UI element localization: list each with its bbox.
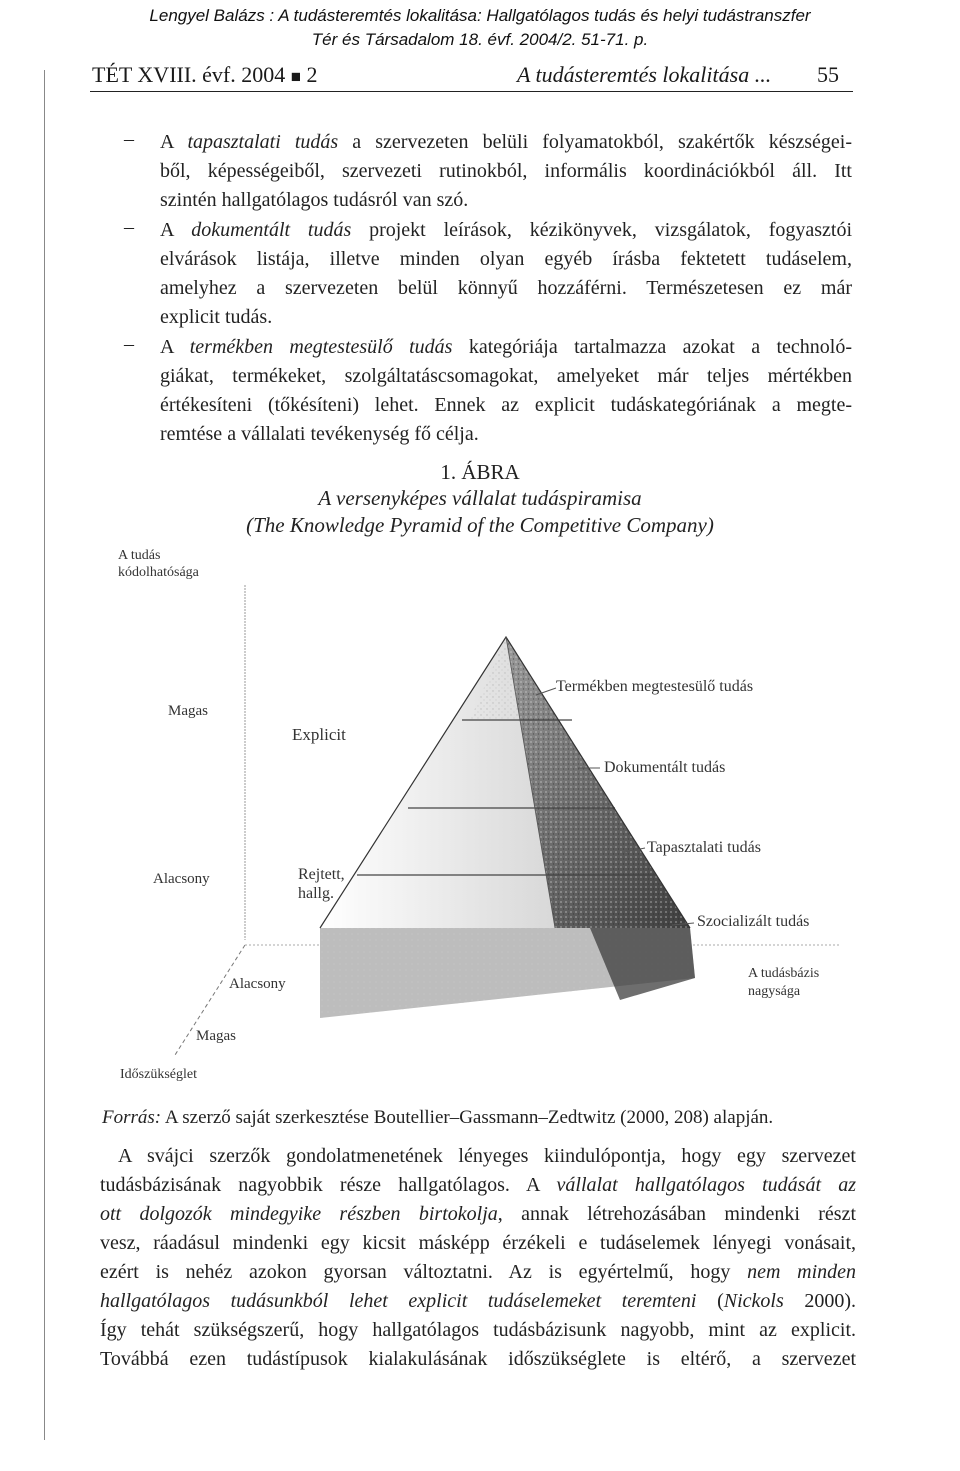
- text-run: kategóriája tartalmazza azokat a technoló-: [452, 336, 852, 358]
- bullet-dash: –: [124, 333, 134, 355]
- bullet-item: [160, 333, 852, 449]
- text-line: [160, 420, 852, 449]
- text-run: giákat, termékeket, szolgáltatáscsomagokat, amelyeket már teljes mértékben: [160, 365, 852, 387]
- text-line: [160, 274, 852, 303]
- text-run: (: [696, 1290, 724, 1312]
- text-line: [100, 1258, 856, 1287]
- text-run: , annak létrehozásában mindenki részt: [497, 1203, 857, 1225]
- text-line: [160, 157, 852, 186]
- z-high-label: Magas: [196, 1028, 236, 1044]
- figure-source: [102, 1107, 773, 1129]
- y-axis-title-1: A tudás: [118, 548, 161, 563]
- figure-subtitle: (The Knowledge Pyramid of the Competitive Company): [246, 513, 714, 537]
- text-line: [160, 128, 852, 157]
- text-run: ből, képességeiből, szervezeti rutinokból, informális koordinációkból áll. Itt: [160, 160, 852, 182]
- explicit-label: Explicit: [292, 725, 346, 744]
- text-line: [100, 1229, 856, 1258]
- italic-run: termékben megtestesülő tudás: [189, 336, 453, 358]
- text-line: [160, 216, 852, 245]
- text-run: amelyhez a szervezeten belül könnyű hozzáférni. Természetesen ez már: [160, 277, 852, 299]
- text-run: A: [160, 336, 190, 358]
- bullet-item: [160, 128, 852, 215]
- text-run: A: [160, 219, 192, 241]
- text-line: [160, 391, 852, 420]
- text-line: [160, 303, 852, 332]
- text-run: projekt leírások, kézikönyvek, vizsgálatok, fogyasztói: [351, 219, 853, 241]
- text-run: Továbbá ezen tudástípusok kialakulásának időszükséglete is eltérő, a szervezet: [100, 1348, 856, 1370]
- text-run: A svájci szerzők gondolatmenetének lényeges kiindulópontja, hogy egy szervezet: [118, 1145, 856, 1167]
- text-run: explicit tudás.: [160, 306, 273, 328]
- citation-line-1: Lengyel Balázs : A tudásteremtés lokalitása: Hallgatólagos tudás és helyi tudástranszfer: [149, 6, 811, 25]
- z-low-label: Alacsony: [229, 976, 286, 992]
- level-experience-label: Tapasztalati tudás: [647, 839, 761, 856]
- y-high-label: Magas: [168, 703, 208, 719]
- base-label-1: A tudásbázis: [748, 966, 820, 981]
- base-label-2: nagysága: [748, 984, 801, 999]
- text-run: szintén hallgatólagos tudásról van szó.: [160, 189, 469, 211]
- text-line: [160, 362, 852, 391]
- text-run: Így tehát szükségszerű, hogy hallgatólagos tudásbázisunk nagyobb, mint az explicit.: [100, 1319, 856, 1341]
- citation-line-2: Tér és Társadalom 18. évf. 2004/2. 51-71. p.: [311, 30, 649, 49]
- source-text: A szerző saját szerkesztése Boutellier–Gassmann–Zedtwitz (2000, 208) alapján.: [161, 1107, 774, 1128]
- knowledge-pyramid-diagram: [0, 540, 960, 1100]
- y-low-label: Alacsony: [153, 871, 210, 887]
- text-run: A: [160, 131, 188, 153]
- text-run: a szervezeten belüli folyamatokból, szakértők készségei-: [338, 131, 852, 153]
- body-paragraph: [100, 1142, 856, 1374]
- tacit-label-2: hallg.: [298, 885, 334, 902]
- text-line: [100, 1287, 856, 1316]
- journal-header: [92, 62, 318, 88]
- level-documented-label: Dokumentált tudás: [604, 759, 726, 776]
- square-glyph: ■: [290, 67, 302, 86]
- italic-run: Nickols: [723, 1290, 784, 1312]
- text-run: 2000).: [783, 1290, 856, 1312]
- bullet-item: [160, 216, 852, 332]
- text-line: [100, 1200, 856, 1229]
- text-line: [160, 245, 852, 274]
- level-product-label: Termékben megtestesülő tudás: [556, 678, 754, 695]
- text-line: [100, 1345, 856, 1374]
- text-run: tudásbázisának nagyobbik része hallgatólagos. A: [100, 1174, 557, 1196]
- bullet-dash: –: [124, 128, 134, 150]
- figure-number: 1. ÁBRA: [440, 460, 520, 484]
- z-axis-title: Időszükséglet: [120, 1067, 197, 1082]
- source-label: Forrás:: [102, 1107, 162, 1128]
- pyramid-base-right: [590, 928, 695, 1000]
- italic-run: ott dolgozók mindegyike részben birtokolja: [100, 1203, 498, 1225]
- running-title: A tudásteremtés lokalitása ...: [517, 62, 772, 87]
- text-line: [100, 1316, 856, 1345]
- italic-run: hallgatólagos tudásunkból lehet explicit tudáselemeket teremteni: [100, 1290, 697, 1312]
- page-number: 55: [817, 62, 839, 87]
- text-run: elvárások listája, illetve minden olyan egyéb írásba fektetett tudáselem,: [160, 248, 852, 270]
- y-axis-title-2: kódolhatósága: [118, 565, 199, 580]
- text-run: vesz, ráadásul mindenki egy kicsit másképp érzékeli e tudáselemek lényegi vonásait,: [100, 1232, 856, 1254]
- italic-run: dokumentált tudás: [191, 219, 352, 241]
- level-socialized-label: Szocializált tudás: [697, 913, 810, 930]
- header-rule: [90, 91, 853, 92]
- figure-title: A versenyképes vállalat tudáspiramisa: [318, 486, 642, 510]
- text-line: [160, 186, 852, 215]
- text-line: [100, 1142, 856, 1171]
- text-line: [100, 1171, 856, 1200]
- issue-number: 2: [306, 62, 318, 87]
- italic-run: nem minden: [747, 1261, 856, 1283]
- tacit-label-1: Rejtett,: [298, 866, 345, 883]
- journal-name: TÉT XVIII. évf. 2004: [92, 62, 286, 87]
- text-run: remtése a vállalati tevékenység fő célja.: [160, 423, 479, 445]
- text-run: ezért is nehéz azokon gyorsan változtatni. Az is egyértelmű, hogy: [100, 1261, 748, 1283]
- text-line: [160, 333, 852, 362]
- bullet-dash: –: [124, 216, 134, 238]
- text-run: értékesíteni (tőkésíteni) lehet. Ennek az explicit tudáskategóriának a megte-: [160, 394, 852, 416]
- italic-run: vállalat hallgatólagos tudását az: [556, 1174, 856, 1196]
- italic-run: tapasztalati tudás: [187, 131, 339, 153]
